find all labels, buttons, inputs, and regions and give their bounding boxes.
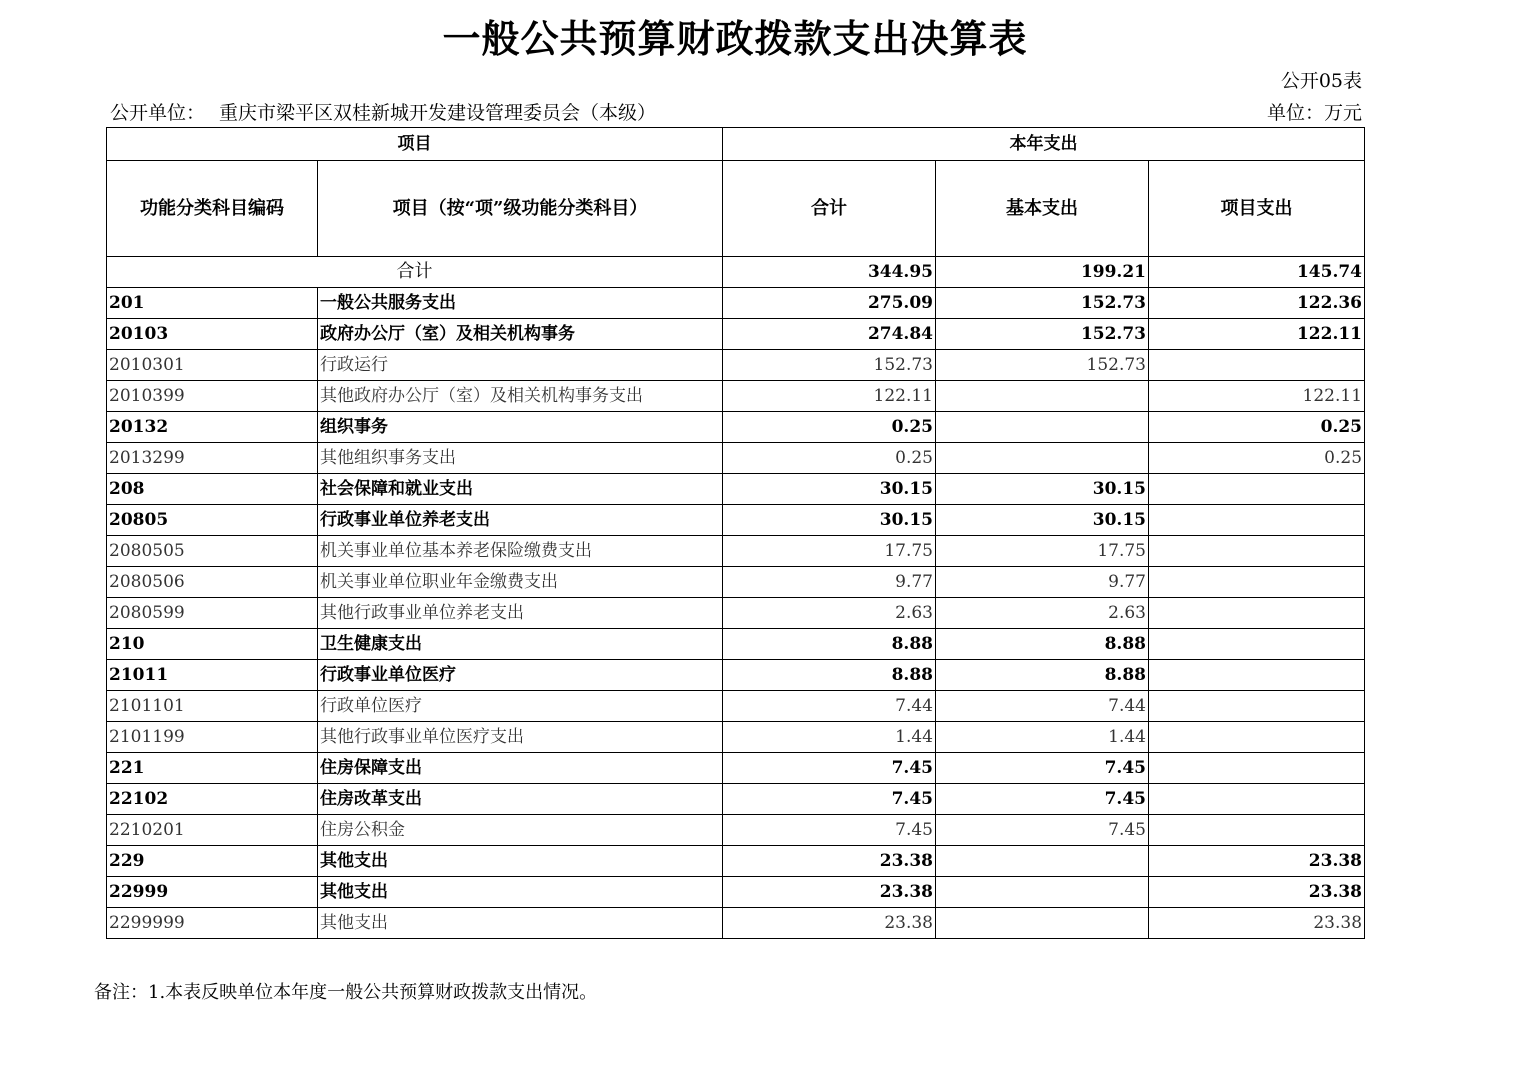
table-row bbox=[107, 722, 1365, 753]
row-name: 一般公共服务支出 bbox=[318, 288, 723, 319]
row-code: 2080505 bbox=[107, 536, 318, 567]
row-name: 住房公积金 bbox=[318, 815, 723, 846]
row-name: 住房改革支出 bbox=[318, 784, 723, 815]
table-row bbox=[107, 412, 1365, 443]
table-row bbox=[107, 908, 1365, 939]
row-project bbox=[1149, 815, 1365, 846]
expenditure-table bbox=[106, 127, 1365, 939]
row-basic: 30.15 bbox=[936, 505, 1149, 536]
row-basic: 1.44 bbox=[936, 722, 1149, 753]
table-row bbox=[107, 598, 1365, 629]
row-code: 2010301 bbox=[107, 350, 318, 381]
row-code: 22999 bbox=[107, 877, 318, 908]
row-total: 274.84 bbox=[723, 319, 936, 350]
table-row bbox=[107, 474, 1365, 505]
row-code: 210 bbox=[107, 629, 318, 660]
row-code: 229 bbox=[107, 846, 318, 877]
row-project: 122.11 bbox=[1149, 319, 1365, 350]
row-name: 行政单位医疗 bbox=[318, 691, 723, 722]
header-item: 项目 bbox=[107, 128, 723, 161]
row-basic: 7.45 bbox=[936, 784, 1149, 815]
total-basic: 199.21 bbox=[936, 257, 1149, 288]
row-basic bbox=[936, 908, 1149, 939]
row-project: 122.11 bbox=[1149, 381, 1365, 412]
row-name: 其他政府办公厅（室）及相关机构事务支出 bbox=[318, 381, 723, 412]
row-total: 23.38 bbox=[723, 908, 936, 939]
header-name: 项目（按“项”级功能分类科目） bbox=[318, 161, 723, 257]
row-project: 0.25 bbox=[1149, 412, 1365, 443]
unit-label: 公开单位： bbox=[110, 102, 206, 124]
total-total: 344.95 bbox=[723, 257, 936, 288]
row-project bbox=[1149, 598, 1365, 629]
row-code: 2080599 bbox=[107, 598, 318, 629]
row-basic bbox=[936, 877, 1149, 908]
row-total: 122.11 bbox=[723, 381, 936, 412]
row-name: 政府办公厅（室）及相关机构事务 bbox=[318, 319, 723, 350]
row-total: 7.45 bbox=[723, 815, 936, 846]
row-name: 其他支出 bbox=[318, 877, 723, 908]
row-basic: 7.44 bbox=[936, 691, 1149, 722]
row-basic: 152.73 bbox=[936, 288, 1149, 319]
row-project bbox=[1149, 629, 1365, 660]
table-row bbox=[107, 660, 1365, 691]
total-label: 合计 bbox=[107, 257, 723, 288]
row-name: 组织事务 bbox=[318, 412, 723, 443]
table-row bbox=[107, 567, 1365, 598]
row-name: 机关事业单位基本养老保险缴费支出 bbox=[318, 536, 723, 567]
row-basic: 152.73 bbox=[936, 350, 1149, 381]
header-row-sub bbox=[107, 161, 1365, 257]
row-basic: 152.73 bbox=[936, 319, 1149, 350]
header-row-top bbox=[107, 128, 1365, 161]
row-project bbox=[1149, 536, 1365, 567]
row-basic bbox=[936, 412, 1149, 443]
row-total: 7.44 bbox=[723, 691, 936, 722]
row-name: 社会保障和就业支出 bbox=[318, 474, 723, 505]
row-basic: 17.75 bbox=[936, 536, 1149, 567]
row-code: 201 bbox=[107, 288, 318, 319]
row-code: 21011 bbox=[107, 660, 318, 691]
table-row bbox=[107, 691, 1365, 722]
row-code: 2010399 bbox=[107, 381, 318, 412]
table-row bbox=[107, 288, 1365, 319]
table-row bbox=[107, 505, 1365, 536]
row-project bbox=[1149, 350, 1365, 381]
unit-name: 重庆市梁平区双桂新城开发建设管理委员会（本级） bbox=[219, 102, 657, 124]
row-basic: 8.88 bbox=[936, 660, 1149, 691]
row-project: 23.38 bbox=[1149, 846, 1365, 877]
header-code: 功能分类科目编码 bbox=[107, 161, 318, 257]
table-row bbox=[107, 877, 1365, 908]
row-project bbox=[1149, 784, 1365, 815]
table-row bbox=[107, 753, 1365, 784]
row-code: 208 bbox=[107, 474, 318, 505]
row-total: 0.25 bbox=[723, 412, 936, 443]
reporting-unit bbox=[110, 98, 656, 125]
row-basic: 7.45 bbox=[936, 815, 1149, 846]
row-total: 2.63 bbox=[723, 598, 936, 629]
row-basic bbox=[936, 381, 1149, 412]
row-code: 22102 bbox=[107, 784, 318, 815]
row-total: 0.25 bbox=[723, 443, 936, 474]
row-name: 卫生健康支出 bbox=[318, 629, 723, 660]
row-total: 7.45 bbox=[723, 753, 936, 784]
currency-unit: 单位：万元 bbox=[1266, 102, 1362, 124]
row-total: 8.88 bbox=[723, 660, 936, 691]
row-basic bbox=[936, 846, 1149, 877]
row-name: 其他行政事业单位养老支出 bbox=[318, 598, 723, 629]
footnote: 备注：1.本表反映单位本年度一般公共预算财政拨款支出情况。 bbox=[94, 982, 598, 1003]
row-name: 其他支出 bbox=[318, 846, 723, 877]
row-code: 20132 bbox=[107, 412, 318, 443]
row-basic bbox=[936, 443, 1149, 474]
row-project bbox=[1149, 722, 1365, 753]
row-basic: 9.77 bbox=[936, 567, 1149, 598]
row-project bbox=[1149, 567, 1365, 598]
row-total: 1.44 bbox=[723, 722, 936, 753]
row-project: 23.38 bbox=[1149, 877, 1365, 908]
row-name: 行政运行 bbox=[318, 350, 723, 381]
row-total: 23.38 bbox=[723, 846, 936, 877]
row-total: 9.77 bbox=[723, 567, 936, 598]
row-code: 20805 bbox=[107, 505, 318, 536]
row-code: 2101199 bbox=[107, 722, 318, 753]
row-total: 23.38 bbox=[723, 877, 936, 908]
header-project: 项目支出 bbox=[1149, 161, 1365, 257]
row-name: 行政事业单位医疗 bbox=[318, 660, 723, 691]
table-row bbox=[107, 846, 1365, 877]
row-project bbox=[1149, 660, 1365, 691]
row-total: 8.88 bbox=[723, 629, 936, 660]
row-basic: 8.88 bbox=[936, 629, 1149, 660]
row-code: 2101101 bbox=[107, 691, 318, 722]
row-project: 23.38 bbox=[1149, 908, 1365, 939]
table-row bbox=[107, 784, 1365, 815]
table-row bbox=[107, 381, 1365, 412]
row-code: 2210201 bbox=[107, 815, 318, 846]
row-name: 其他支出 bbox=[318, 908, 723, 939]
page-title: 一般公共预算财政拨款支出决算表 bbox=[442, 16, 1028, 61]
table-row bbox=[107, 319, 1365, 350]
row-project: 122.36 bbox=[1149, 288, 1365, 319]
row-project: 0.25 bbox=[1149, 443, 1365, 474]
header-basic: 基本支出 bbox=[936, 161, 1149, 257]
row-code: 221 bbox=[107, 753, 318, 784]
row-project bbox=[1149, 505, 1365, 536]
row-project bbox=[1149, 691, 1365, 722]
row-total: 30.15 bbox=[723, 505, 936, 536]
row-code: 2299999 bbox=[107, 908, 318, 939]
table-row bbox=[107, 443, 1365, 474]
header-total: 合计 bbox=[723, 161, 936, 257]
row-total: 30.15 bbox=[723, 474, 936, 505]
table-row bbox=[107, 629, 1365, 660]
table-row bbox=[107, 815, 1365, 846]
table-row bbox=[107, 350, 1365, 381]
row-project bbox=[1149, 474, 1365, 505]
row-total: 275.09 bbox=[723, 288, 936, 319]
row-code: 2013299 bbox=[107, 443, 318, 474]
row-name: 行政事业单位养老支出 bbox=[318, 505, 723, 536]
header-this-year: 本年支出 bbox=[723, 128, 1365, 161]
row-total: 7.45 bbox=[723, 784, 936, 815]
row-name: 住房保障支出 bbox=[318, 753, 723, 784]
row-name: 其他行政事业单位医疗支出 bbox=[318, 722, 723, 753]
total-row bbox=[107, 257, 1365, 288]
row-project bbox=[1149, 753, 1365, 784]
row-basic: 2.63 bbox=[936, 598, 1149, 629]
table-number: 公开05表 bbox=[1280, 70, 1362, 92]
row-name: 其他组织事务支出 bbox=[318, 443, 723, 474]
total-project: 145.74 bbox=[1149, 257, 1365, 288]
row-code: 20103 bbox=[107, 319, 318, 350]
row-total: 17.75 bbox=[723, 536, 936, 567]
row-total: 152.73 bbox=[723, 350, 936, 381]
table-row bbox=[107, 536, 1365, 567]
row-basic: 7.45 bbox=[936, 753, 1149, 784]
row-code: 2080506 bbox=[107, 567, 318, 598]
row-name: 机关事业单位职业年金缴费支出 bbox=[318, 567, 723, 598]
row-basic: 30.15 bbox=[936, 474, 1149, 505]
